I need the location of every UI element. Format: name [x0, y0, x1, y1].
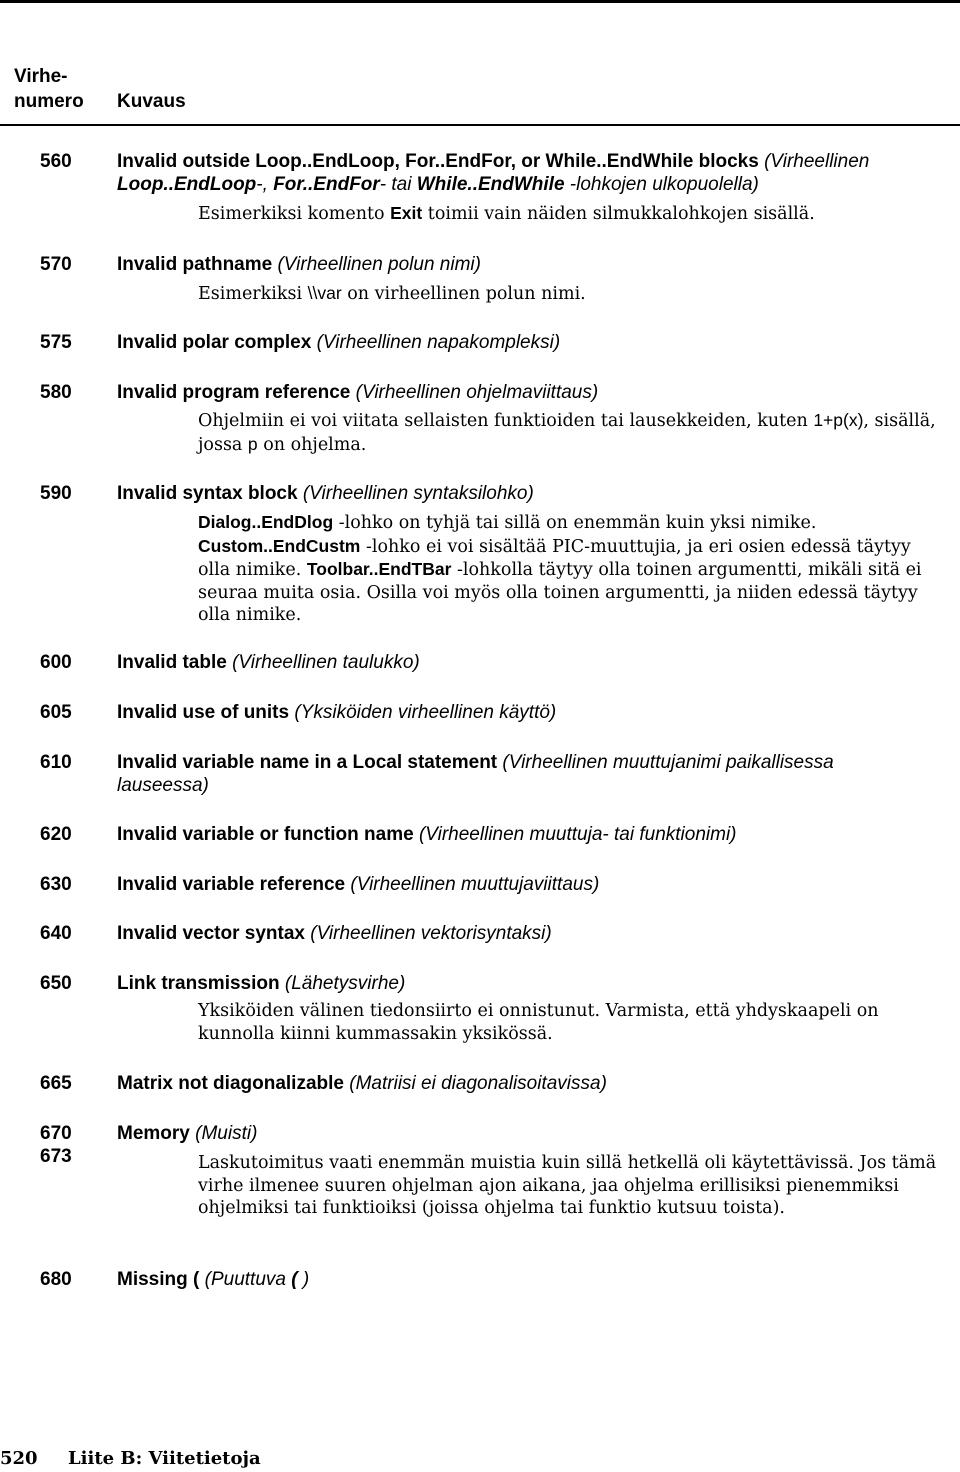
error-title	[117, 150, 947, 196]
error-title: Invalid program reference (Virheellinen ohjelmaviittaus)	[117, 382, 599, 403]
header-rule	[0, 124, 960, 126]
error-title: Invalid variable or function name (Virheellinen muuttuja- tai funktionimi)	[117, 824, 737, 845]
column-header-number	[14, 64, 104, 114]
error-description: Yksiköiden välinen tiedonsiirto ei onnistunut. Varmista, että yhdyskaapeli on kunnolla kiinni kummassakin yksikössä.	[198, 1001, 879, 1044]
error-title-fi: (Virheellinen Loop..EndLoop-, For..EndFor- tai While..EndWhile -lohkojen ulkopuolella)	[117, 151, 870, 195]
error-code: 610	[40, 752, 72, 773]
top-rule	[0, 0, 960, 3]
error-code: 665	[40, 1073, 72, 1094]
error-description: Dialog..EndDlog -lohko on tyhjä tai sillä on enemmän kuin yksi nimike. Custom..EndCustm -lohko ei voi sisältää PIC-muuttujia, ja eri osien edessä täytyy olla nimike. Toolbar..EndTBar -lohkolla täytyy olla toinen argumentti, mikäli sitä ei seuraa muita osia. Osilla voi myös olla toinen argumentti, ja niiden edessä täytyy olla nimike.	[198, 512, 922, 625]
error-title: Invalid polar complex (Virheellinen napakompleksi)	[117, 332, 561, 353]
error-title: Invalid use of units (Yksiköiden virheellinen käyttö)	[117, 702, 557, 723]
error-code: 640	[40, 923, 72, 944]
error-title: Matrix not diagonalizable (Matriisi ei diagonalisoitavissa)	[117, 1073, 607, 1094]
error-code: 590	[40, 483, 72, 504]
page-number: 520	[0, 1448, 38, 1469]
error-title: Invalid variable name in a Local statement (Virheellinen muuttujanimi paikallisessa lauseessa)	[117, 752, 834, 796]
error-title: Invalid pathname (Virheellinen polun nimi)	[117, 254, 481, 275]
error-description: Laskutoimitus vaati enemmän muistia kuin sillä hetkellä oli käytettävissä. Jos tämä virhe ilmenee suuren ohjelman ajon aikana, jaa ohjelma erillisiksi pienemmiksi ohjelmiksi tai funktioiksi (joissa ohjelma tai funktio kutsuu toista).	[198, 1153, 937, 1218]
error-code: 560	[40, 151, 72, 172]
error-title: Link transmission (Lähetysvirhe)	[117, 973, 406, 994]
column-header-number-label: Virhe- numero	[14, 66, 84, 112]
error-title: Invalid table (Virheellinen taulukko)	[117, 652, 420, 673]
error-code: 680	[40, 1269, 72, 1290]
error-title: Invalid variable reference (Virheellinen muuttujaviittaus)	[117, 874, 600, 895]
column-header-description: Kuvaus	[117, 91, 186, 112]
error-description: Ohjelmiin ei voi viitata sellaisten funktioiden tai lausekkeiden, kuten 1+p(x), sisällä, jossa p on ohjelma.	[198, 410, 936, 455]
error-code-secondary: 673	[40, 1146, 72, 1167]
error-title: Missing ( (Puuttuva ( )	[117, 1269, 310, 1290]
error-code: 600	[40, 652, 72, 673]
error-code: 580	[40, 382, 72, 403]
error-code: 670	[40, 1123, 72, 1144]
error-code: 620	[40, 824, 72, 845]
error-title: Memory (Muisti)	[117, 1123, 258, 1144]
error-code: 650	[40, 973, 72, 994]
error-code: 570	[40, 254, 72, 275]
error-title-en: Invalid outside Loop..EndLoop, For..EndFor, or While..EndWhile blocks	[117, 151, 759, 172]
error-title: Invalid vector syntax (Virheellinen vektorisyntaksi)	[117, 923, 552, 944]
error-description: Esimerkiksi \\var on virheellinen polun nimi.	[198, 283, 586, 304]
error-description: Esimerkiksi komento Exit toimii vain näiden silmukkalohkojen sisällä.	[198, 203, 815, 224]
error-code: 630	[40, 874, 72, 895]
error-code: 575	[40, 332, 72, 353]
error-code: 605	[40, 702, 72, 723]
error-title: Invalid syntax block (Virheellinen syntaksilohko)	[117, 483, 534, 504]
footer-title: Liite B: Viitetietoja	[68, 1448, 261, 1469]
